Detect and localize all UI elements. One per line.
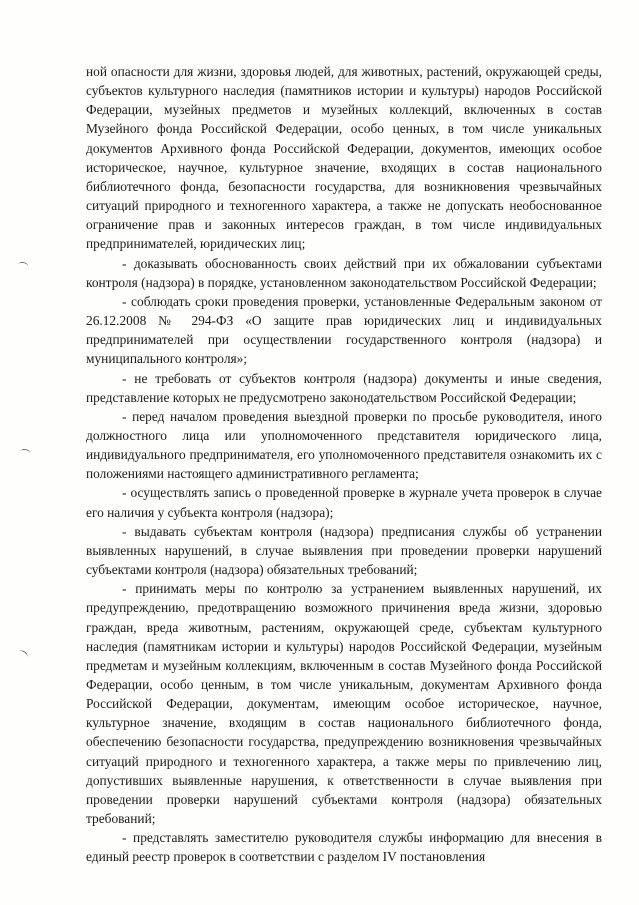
paragraph-no-extra-documents: - не требовать от субъектов контроля (надзора) документы и иные сведения, представление которых не предусмотрено законодательством Российской Федерации;: [86, 370, 602, 405]
paragraph-familiarize-regulation: - перед началом проведения выездной проверки по просьбе руководителя, иного должностного лица или уполномоченного представителя юридического лица, индивидуального предпринимателя, его уполномоченного представителя ознакомить их с положениями настоящего административного регламента;: [86, 408, 602, 482]
paragraph-continuation: ной опасности для жизни, здоровья людей, для животных, растений, окружающей среды, субъектов культурного наследия (памятников истории и культуры) народов Российской Федерации, музейных предметов и музейных коллекций, включенных в состав Музейного фонда Российской Федерации, особо ценных, в том числе уникальных документов Архивного фонда Российской Федерации, документов, имеющих особое историческое, научное, культурное значение, входящих в состав национального библиотечного фонда, безопасности государства, для возникновения чрезвычайных ситуаций природного и техногенного характера, а также не допускать необоснованное ограничение прав и законных интересов граждан, в том числе индивидуальных предпринимателей, юридических лиц;: [86, 64, 602, 252]
paragraph-inspection-deadlines: - соблюдать сроки проведения проверки, установленные Федеральным законом от 26.12.2008 № 294-ФЗ «О защите прав юридических лиц и индивидуальных предпринимателей при осуществлении государственного контроля (надзора) и муниципального контроля»;: [86, 293, 602, 367]
paragraph-journal-record: - осуществлять запись о проведенной проверке в журнале учета проверок в случае его наличия у субъекта контроля (надзора);: [86, 485, 602, 520]
margin-scan-mark: [17, 261, 28, 270]
paragraph-justify-actions: - доказывать обоснованность своих действий при их обжаловании субъектами контроля (надзора) в порядке, установленном законодательством Российской Федерации;: [86, 255, 602, 290]
paragraph-submit-information: - представлять заместителю руководителя службы информацию для внесения в единый реестр проверок в соответствии с разделом IV постановления: [86, 830, 602, 865]
margin-scan-mark: [17, 649, 29, 660]
paragraph-take-measures: - принимать меры по контролю за устранением выявленных нарушений, их предупреждению, предотвращению возможного причинения вреда жизни, здоровью граждан, вреда животным, растениям, окружающей среде, субъектам культурного наследия (памятникам истории и культуры) народов Российской Федерации, музейным предметам и музейным коллекциям, включенным в состав Музейного фонда Российской Федерации, особо ценным, в том числе уникальным, документам Архивного фонда Российской Федерации, документам, имеющим особое историческое, научное, культурное значение, входящим в состав национального библиотечного фонда, обеспечению безопасности государства, предупреждению возникновения чрезвычайных ситуаций природного и техногенного характера, а также меры по привлечению лиц, допустивших выявленные нарушения, к ответственности в случае выявления при проведении проверки нарушений субъектами контроля (надзора) обязательных требований;: [86, 581, 602, 827]
margin-scan-mark: [19, 448, 30, 457]
document-body: [86, 62, 602, 867]
paragraph-issue-orders: - выдавать субъектам контроля (надзора) предписания службы об устранении выявленных нарушений, в случае выявления при проведении проверки нарушений субъектами контроля (надзора) обязательных требований;: [86, 523, 602, 578]
